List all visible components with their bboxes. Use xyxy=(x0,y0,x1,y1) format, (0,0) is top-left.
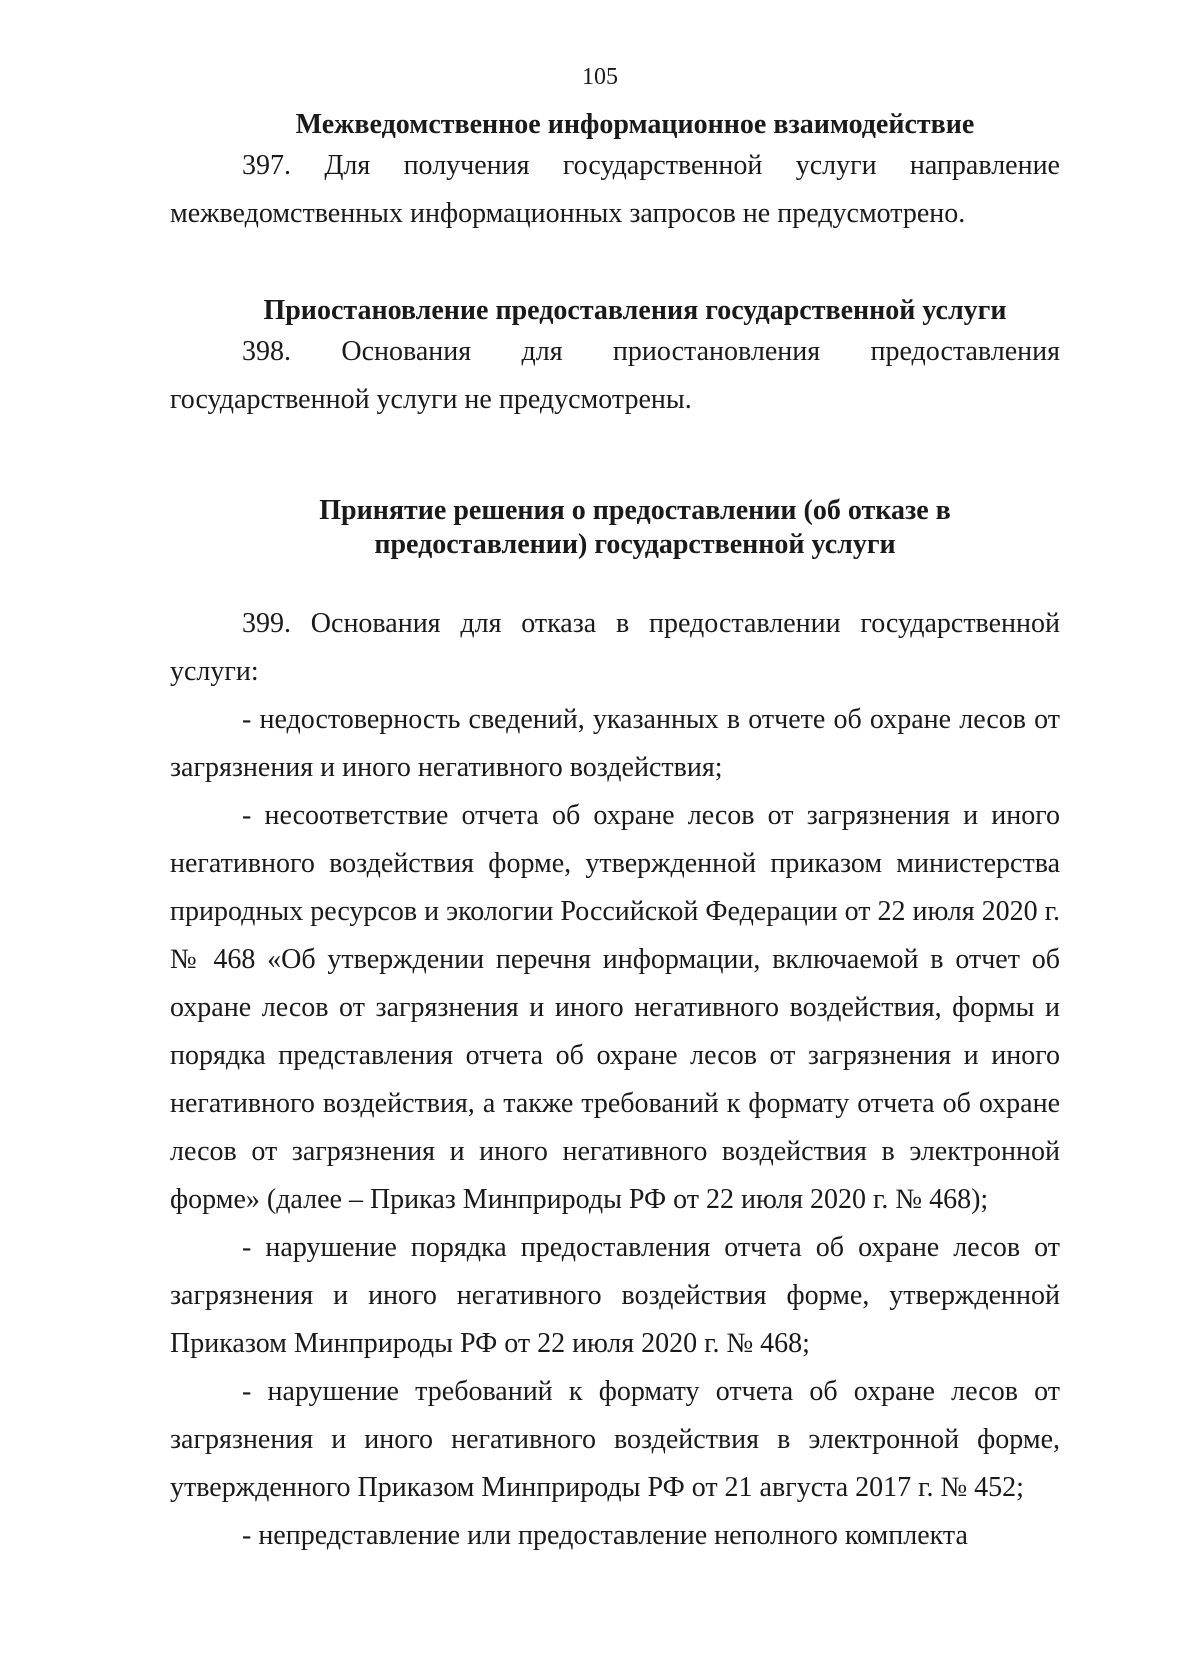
section-heading-decision xyxy=(170,494,1060,562)
paragraph-399: 399. Основания для отказа в предоставлении государственной услуги: xyxy=(170,608,1060,687)
page-number: 105 xyxy=(582,64,618,90)
list-item-format-violation: - нарушение требований к формату отчета об охране лесов от загрязнения и иного негативного воздействия в электронной форме, утвержденного Приказом Минприроды РФ от 21 августа 2017 г. № 452; xyxy=(170,1376,1060,1503)
section-heading-decision-line-1: Принятие решения о предоставлении (об отказе в xyxy=(319,495,951,526)
document-body xyxy=(170,108,1060,1560)
list-item-form-mismatch: - несоответствие отчета об охране лесов от загрязнения и иного негативного воздействия форме, утвержденной приказом министерства природных ресурсов и экологии Российской Федерации от 22 июля 2020 г. № 468 «Об утверждении перечня информации, включаемой в отчет об охране лесов от загрязнения и иного негативного воздействия, формы и порядка представления отчета об охране лесов от загрязнения и иного негативного воздействия, а также требований к формату отчета об охране лесов от загрязнения и иного негативного воздействия в электронной форме» (далее – Приказ Минприроды РФ от 22 июля 2020 г. № 468); xyxy=(170,800,1060,1215)
list-item-incomplete-set: - непредставление или предоставление неполного комплекта xyxy=(242,1520,968,1551)
paragraph-398: 398. Основания для приостановления предоставления государственной услуги не предусмотрены. xyxy=(170,336,1060,415)
section-heading-interagency: Межведомственное информационное взаимодействие xyxy=(295,109,975,140)
paragraph-397: 397. Для получения государственной услуги направление межведомственных информационных запросов не предусмотрено. xyxy=(170,150,1060,229)
section-heading-suspension: Приостановление предоставления государственной услуги xyxy=(263,295,1007,326)
section-heading-decision-line-2: предоставлении) государственной услуги xyxy=(374,529,896,560)
list-item-procedure-violation: - нарушение порядка предоставления отчета об охране лесов от загрязнения и иного негативного воздействия форме, утвержденной Приказом Минприроды РФ от 22 июля 2020 г. № 468; xyxy=(170,1232,1060,1359)
list-item-unreliable-data: - недостоверность сведений, указанных в отчете об охране лесов от загрязнения и иного негативного воздействия; xyxy=(170,704,1060,783)
